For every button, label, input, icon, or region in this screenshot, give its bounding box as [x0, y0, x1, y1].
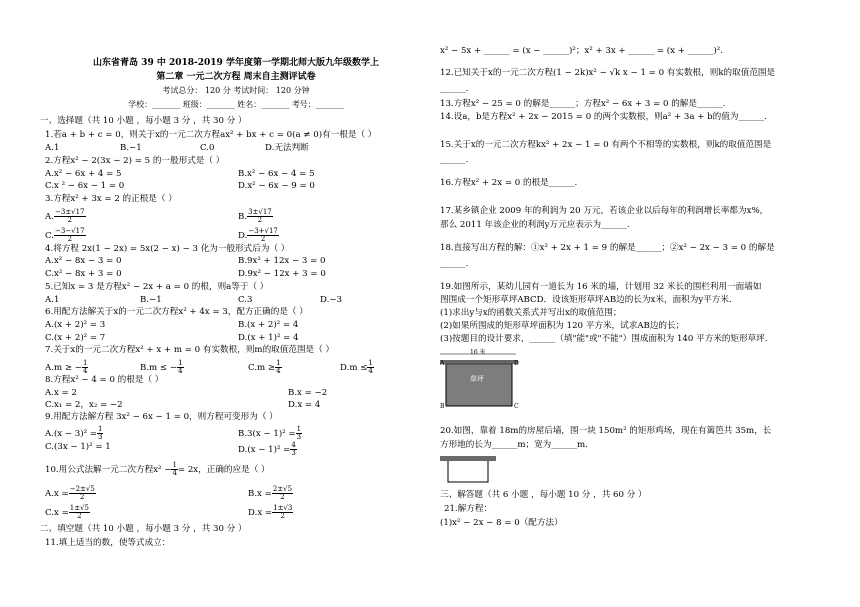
q19-fig-point-b: B: [440, 403, 445, 410]
q4-option-c: C.x² − 8x + 3 = 0: [45, 269, 122, 279]
question-11-equations: x² − 5x + ______ = (x − ______)²；x² + 3x + ______ = (x + ______)².: [440, 46, 723, 56]
question-9: 9.用配方法解方程 3x² − 6x − 1 = 0，则方程可变形为（ ）: [45, 412, 278, 422]
question-6: 6.用配方法解关于x的一元二次方程x² + 4x = 3，配方正确的是（ ）: [45, 307, 308, 317]
q3-option-d: D. $\frac{-3+√17}{2}$: [238, 227, 278, 243]
fence-outline: [448, 461, 488, 482]
question-19-part2: (2)如果所围成的矩形草坪面积为 120 平方米，试求AB边的长；: [440, 321, 685, 331]
question-19-part1: (1)求出y与x的函数关系式并写出x的取值范围；: [440, 308, 622, 318]
q19-fig-point-a: A: [440, 360, 445, 367]
q9-option-b: B.3(x − 1)² = $\frac{1}{3}$: [238, 425, 302, 441]
q6-option-d: D.(x + 1)² = 4: [238, 333, 299, 343]
question-21: 21.解方程：: [444, 504, 493, 514]
q10-option-c: C.x = $\frac{1\pm√5}{2}$: [45, 504, 90, 520]
q9-option-a: A.(x − 3)² = $\frac{1}{3}$: [45, 425, 103, 441]
q2-option-d: D.x² − 6x − 9 = 0: [238, 181, 315, 191]
question-16: 16.方程x² + 2x = 0 的根是______.: [440, 178, 578, 188]
q7-option-c: C.m ≥ $\frac{1}{4}$: [248, 359, 281, 375]
question-11: 11.填上适当的数，使等式成立：: [45, 538, 171, 548]
q10-option-a: A.x = $\frac{-2\pm√5}{2}$: [45, 485, 95, 501]
question-20-line2: 方形地的长为______m；宽为______m.: [440, 440, 588, 450]
q4-option-a: A.x² − 8x − 3 = 0: [45, 256, 122, 266]
exam-meta: 考试总分： 120 分 考试时间： 120 分钟: [162, 86, 310, 95]
question-12-blank: ______.: [440, 84, 469, 94]
question-1: 1.若a + b + c = 0，则关于x的一元二次方程ax² + bx + c = 0(a ≠ 0)有一根是（ ）: [45, 130, 377, 140]
q6-option-c: C.(x + 2)² = 7: [45, 333, 106, 343]
q8-option-d: D.x = 4: [288, 400, 321, 410]
q6-option-a: A.(x + 2)² = 3: [45, 320, 106, 330]
question-3: 3.方程x² + 3x = 2 的正根是（ ）: [45, 194, 177, 204]
q4-option-b: B.9x² + 12x − 3 = 0: [238, 256, 326, 266]
q10-option-b: B.x = $\frac{2\pm√5}{2}$: [248, 485, 293, 501]
q9-option-d: D.(x − 1)² = $\frac{4}{3}$: [238, 441, 296, 457]
question-17-line2: 那么 2011 年该企业的利润y万元应表示为______.: [440, 220, 630, 230]
house-wall: [440, 456, 496, 461]
question-21-part1: (1)x² − 2x − 8 = 0（配方法）: [440, 518, 563, 528]
q1-option-d: D.无法判断: [265, 143, 309, 153]
question-7: 7.关于x的一元二次方程x² + x + m = 0 有实数根，则m的取值范围是（ ）: [45, 345, 335, 355]
question-2: 2.方程x² − 2(3x − 2) = 5 的一般形式是（ ）: [45, 156, 225, 166]
q8-option-b: B.x = −2: [288, 388, 328, 398]
q2-option-a: A.x² − 6x + 4 = 5: [45, 169, 122, 179]
question-10: 10.用公式法解一元二次方程x² − $\frac{1}{4}$ = 2x，正确的应是（ ）: [45, 461, 270, 477]
section-1-heading: 一、选择题（共 10 小题 ，每小题 3 分 ，共 30 分 ）: [40, 116, 247, 126]
q3-option-c: C. $\frac{-3-√17}{2}$: [45, 227, 85, 243]
q8-option-a: A.x = 2: [45, 388, 77, 398]
q1-option-b: B.−1: [120, 143, 142, 153]
q6-option-b: B.(x + 2)² = 4: [238, 320, 299, 330]
q19-lawn-figure: [440, 348, 540, 412]
question-4: 4.将方程 2x(1 − 2x) = 5x(2 − x) − 3 化为一般形式后为（ ）: [45, 244, 290, 254]
question-5: 5.已知x = 3 是方程x² − 2x + a = 0 的根，则a等于（ ）: [45, 282, 269, 292]
q5-option-c: C.3: [238, 295, 253, 305]
q7-option-d: D.m ≤ $\frac{1}{4}$: [340, 359, 373, 375]
question-15-blank: ______.: [440, 155, 469, 165]
q19-fig-point-c: C: [514, 403, 519, 410]
question-19: 19.如图所示，某幼儿园有一道长为 16 米的墙，计划用 32 米长的围栏利用一面墙如: [440, 282, 762, 292]
q19-fig-wall-label: 16 米: [470, 349, 486, 356]
exam-title-line2: 第二章 一元二次方程 周末自主测评试卷: [156, 72, 316, 82]
lawn-rect: [446, 364, 512, 406]
q7-option-a: A.m ≥ − $\frac{1}{4}$: [45, 359, 88, 375]
q5-option-a: A.1: [45, 295, 60, 305]
question-20: 20.如图，靠着 18m的房屋后墙，围一块 150m² 的矩形鸡场，现在有篱笆共 35m，长: [440, 426, 772, 436]
wall-strip: [440, 360, 518, 364]
q1-option-a: A.1: [45, 143, 60, 153]
q1-option-c: C.0: [200, 143, 215, 153]
q3-option-a: A. $\frac{-3\pm√17}{2}$: [45, 208, 85, 224]
section-2-heading: 二、填空题（共 10 小题 ，每小题 3 分 ，共 30 分 ）: [40, 524, 247, 534]
q19-fig-lawn-label: 草坪: [470, 375, 484, 383]
q20-coop-figure: [440, 452, 500, 486]
question-19-line2: 图围成一个矩形草坪ABCD．设该矩形草坪AB边的长为x米，面积为y平方米．: [440, 295, 738, 305]
exam-title-line1: 山东省青岛 39 中 2018-2019 学年度第一学期北师大版九年级数学上: [93, 58, 379, 68]
q5-option-b: B.−1: [140, 295, 162, 305]
q7-option-b: B.m ≤ − $\frac{1}{4}$: [140, 359, 183, 375]
question-8: 8.方程x² − 4 = 0 的根是（ ）: [45, 375, 164, 385]
q5-option-d: D.−3: [320, 295, 342, 305]
q4-option-d: D.9x² − 12x + 3 = 0: [238, 269, 326, 279]
q8-option-c: C.x₁ = 2，x₂ = −2: [45, 400, 123, 410]
question-18-blank: ______.: [440, 259, 469, 269]
q19-fig-point-d: D: [514, 360, 519, 367]
student-info-fields: 学校：_______ 班级：_______ 姓名：_______ 考号：_______: [128, 100, 344, 109]
section-3-heading: 三、解答题（共 6 小题 ，每小题 10 分 ，共 60 分 ）: [440, 490, 647, 500]
question-19-part3: (3)按题目的设计要求，______（填"能"或"不能"）围成面积为 140 平方米的矩形草坪.: [440, 334, 768, 344]
question-18: 18.直接写出方程的解：①x² + 2x + 1 = 9 的解是______；②x² − 2x − 3 = 0 的解是: [440, 243, 775, 253]
question-14: 14.设a，b是方程x² + 2x − 2015 = 0 的两个实数根，则a² + 3a + b的值为______.: [440, 112, 767, 122]
q2-option-b: B.x² − 6x − 4 = 5: [238, 169, 315, 179]
question-15: 15.关于x的一元二次方程kx² + 2x − 1 = 0 有两个不相等的实数根，则k的取值范围是: [440, 140, 772, 150]
q2-option-c: C.x ² − 6x − 1 = 0: [45, 181, 125, 191]
question-13: 13.方程x² − 25 = 0 的解是______；方程x² − 6x + 3 = 0 的解是______.: [440, 99, 726, 109]
q9-option-c: C.(3x − 1)² = 1: [45, 442, 111, 452]
question-12: 12.已知关于x的一元二次方程(1 − 2k)x² − √k x − 1 = 0 有实数根，则k的取值范围是: [440, 68, 776, 78]
q3-option-b: B. $\frac{3\pm√17}{2}$: [238, 208, 272, 224]
q10-option-d: D.x = $\frac{1\pm√3}{2}$: [248, 504, 293, 520]
question-17: 17.某乡镇企业 2009 年的利润为 20 万元，若该企业以后每年的利润增长率都为x%，: [440, 206, 769, 216]
